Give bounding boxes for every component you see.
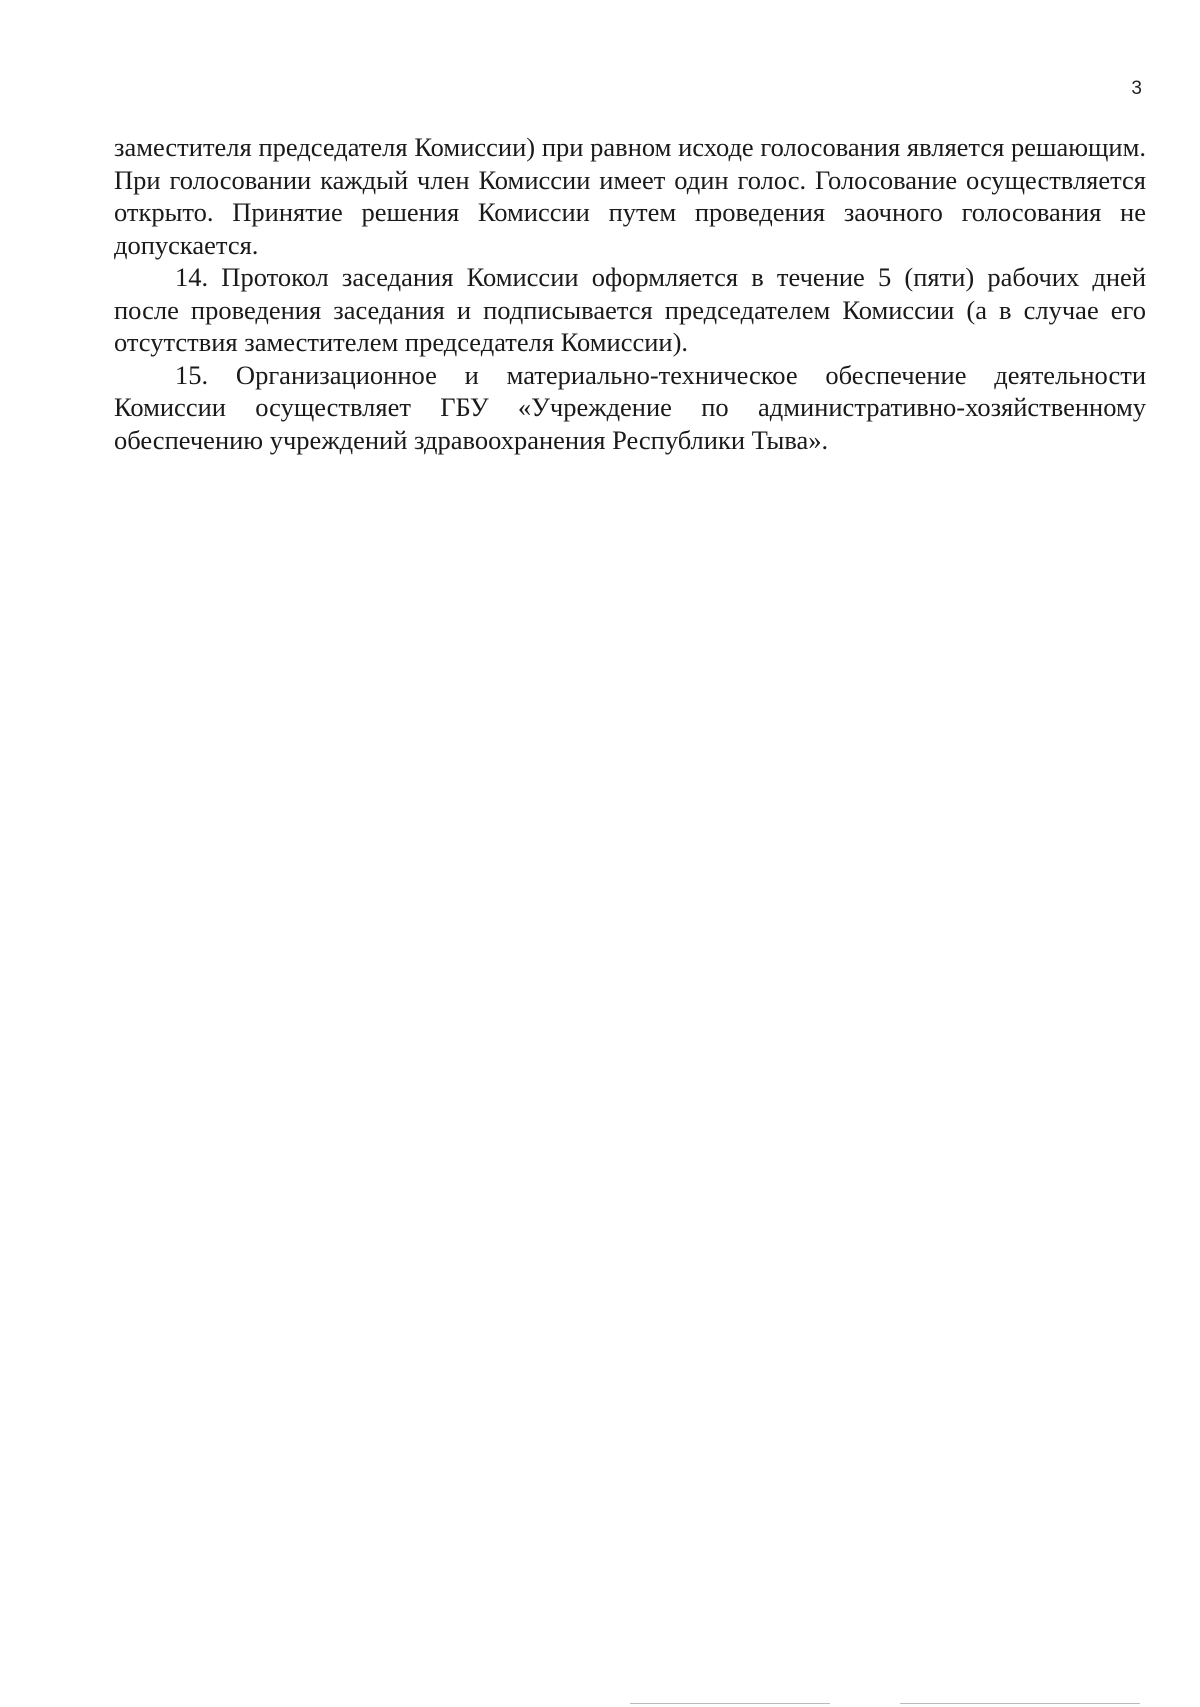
document-body	[114, 131, 1146, 456]
paragraph-item-14: 14. Протокол заседания Комиссии оформляется в течение 5 (пяти) рабочих дней после проведения заседания и подписывается председателем Комиссии (а в случае его отсутствия заместителем председателя Комиссии).	[114, 262, 1146, 357]
scan-artifact-line	[630, 1703, 830, 1704]
paragraph-item-15: 15. Организационное и материально-техническое обеспечение деятельности Комиссии осуществляет ГБУ «Учреждение по административно-хозяйственному обеспечению учреждений здравоохранения Республики Тыва».	[114, 359, 1146, 455]
page-number: 3	[1131, 78, 1142, 99]
paragraph-continuation: заместителя председателя Комиссии) при равном исходе голосования является решающим. При голосовании каждый член Комиссии имеет один голос. Голосование осуществляется открыто. Принятие решения Комиссии путем проведения заочного голосования не допускается.	[114, 132, 1146, 260]
scan-artifact-line	[900, 1703, 1140, 1704]
